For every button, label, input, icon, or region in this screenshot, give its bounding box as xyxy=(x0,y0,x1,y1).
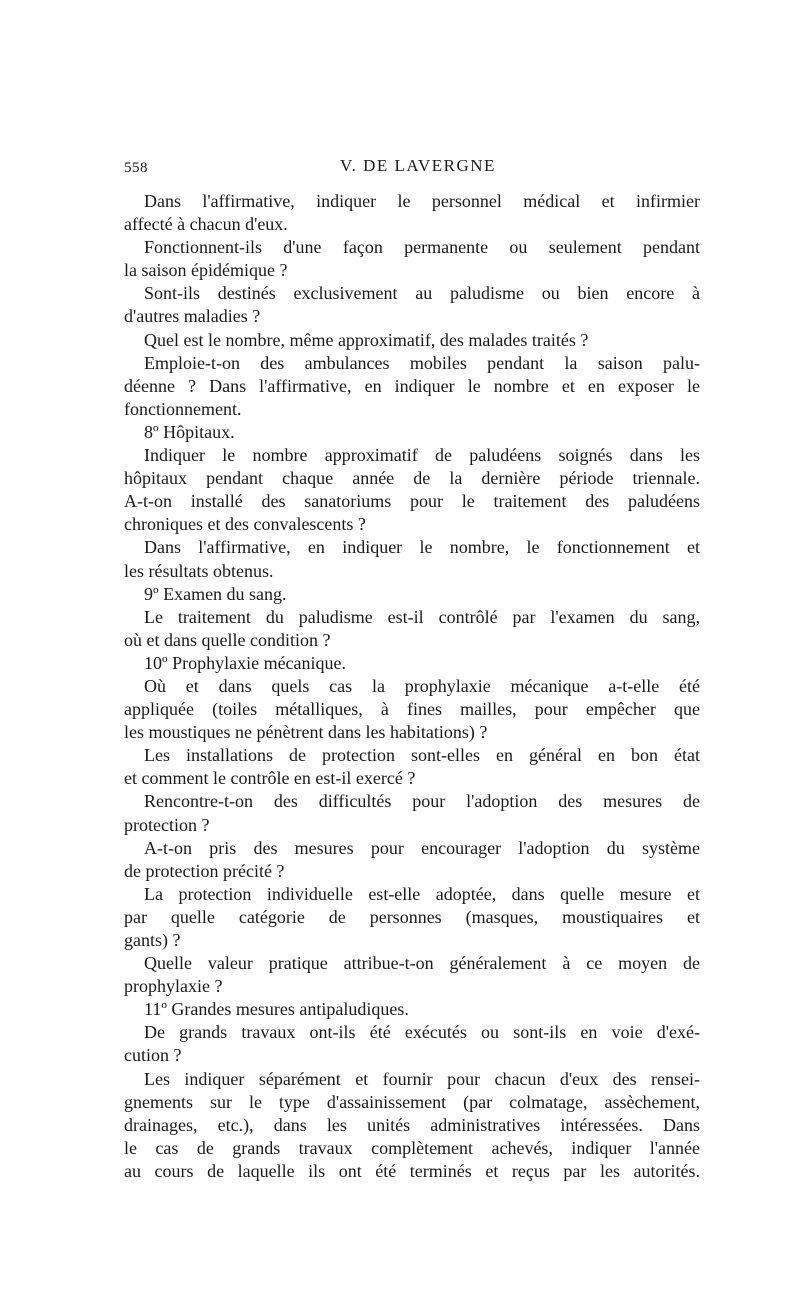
text-line: appliquée (toiles métalliques, à fines mailles, pour empêcher que xyxy=(124,699,700,720)
text-line: 9º Examen du sang. xyxy=(144,583,287,604)
text-line: et comment le contrôle en est-il exercé ? xyxy=(124,768,416,789)
text-line: par quelle catégorie de personnes (masques, moustiquaires et xyxy=(124,906,700,927)
text-line: prophylaxie ? xyxy=(124,976,223,997)
text-line: Les installations de protection sont-elles en général en bon état xyxy=(144,745,700,766)
text-line: Fonctionnent-ils d'une façon permanente ou seulement pendant xyxy=(144,237,700,258)
text-line: les résultats obtenus. xyxy=(124,560,274,581)
text-line: Dans l'affirmative, indiquer le personnel médical et infirmier xyxy=(144,191,700,211)
text-line: Dans l'affirmative, en indiquer le nombre, le fonctionnement et xyxy=(144,537,700,558)
text-line: affecté à chacun d'eux. xyxy=(124,214,288,235)
page-header xyxy=(124,156,700,186)
text-line: 11º Grandes mesures antipaludiques. xyxy=(144,999,409,1020)
body-text xyxy=(124,190,700,1183)
text-line: Le traitement du paludisme est-il contrôlé par l'examen du sang, xyxy=(144,606,700,627)
text-line: chroniques et des convalescents ? xyxy=(124,514,366,535)
text-line: 8º Hôpitaux. xyxy=(144,421,235,442)
text-line: protection ? xyxy=(124,814,210,835)
text-line: Emploie-t-on des ambulances mobiles pendant la saison palu- xyxy=(144,352,700,373)
text-line: au cours de laquelle ils ont été terminés et reçus par les autorités. xyxy=(124,1160,700,1181)
text-line: gnements sur le type d'assainissement (par colmatage, assèchement, xyxy=(124,1091,700,1112)
text-line: la saison épidémique ? xyxy=(124,260,288,281)
running-head: V. DE LAVERGNE xyxy=(340,156,496,175)
text-line: gants) ? xyxy=(124,930,181,950)
text-line: cution ? xyxy=(124,1045,182,1066)
text-line: La protection individuelle est-elle adoptée, dans quelle mesure et xyxy=(144,883,700,904)
text-line: drainages, etc.), dans les unités administratives intéressées. Dans xyxy=(124,1114,700,1135)
text-line: où et dans quelle condition ? xyxy=(124,629,331,650)
text-line: d'autres maladies ? xyxy=(124,306,261,327)
text-line: A-t-on installé des sanatoriums pour le traitement des paludéens xyxy=(124,491,700,512)
text-line: Indiquer le nombre approximatif de paludéens soignés dans les xyxy=(144,445,700,466)
text-line: les moustiques ne pénètrent dans les habitations) ? xyxy=(124,722,488,743)
text-line: 10º Prophylaxie mécanique. xyxy=(144,652,347,673)
text-line: de protection précité ? xyxy=(124,860,285,881)
text-line: le cas de grands travaux complètement achevés, indiquer l'année xyxy=(124,1137,700,1158)
text-line: Où et dans quels cas la prophylaxie mécanique a-t-elle été xyxy=(144,675,700,696)
page-number: 558 xyxy=(124,160,148,176)
text-line: A-t-on pris des mesures pour encourager l'adoption du système xyxy=(144,837,700,858)
text-line: Les indiquer séparément et fournir pour chacun d'eux des rensei- xyxy=(144,1068,700,1089)
text-line: Rencontre-t-on des difficultés pour l'adoption des mesures de xyxy=(144,791,700,812)
text-line: fonctionnement. xyxy=(124,398,242,419)
text-line: déenne ? Dans l'affirmative, en indiquer le nombre et en exposer le xyxy=(124,375,700,396)
text-line: De grands travaux ont-ils été exécutés ou sont-ils en voie d'exé- xyxy=(144,1022,700,1043)
text-line: Sont-ils destinés exclusivement au paludisme ou bien encore à xyxy=(144,283,700,304)
text-line: Quelle valeur pratique attribue-t-on généralement à ce moyen de xyxy=(144,953,700,974)
text-line: Quel est le nombre, même approximatif, des malades traités ? xyxy=(144,329,589,350)
text-line: hôpitaux pendant chaque année de la dernière période triennale. xyxy=(124,468,700,489)
